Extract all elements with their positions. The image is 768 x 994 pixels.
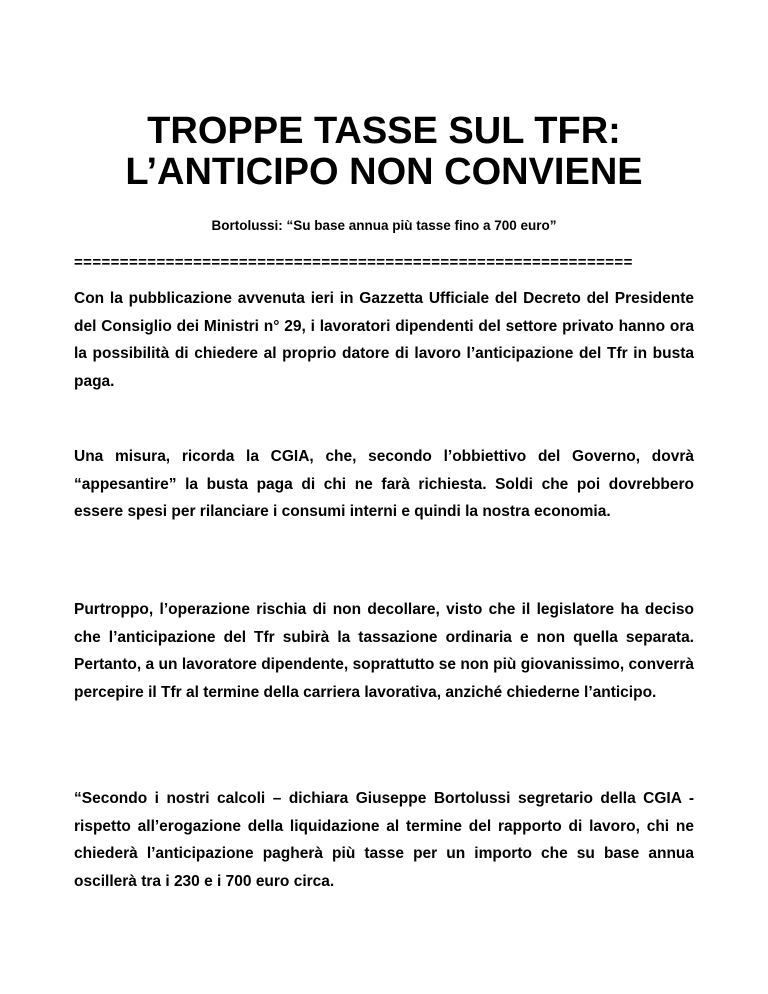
paragraph-1: Con la pubblicazione avvenuta ieri in Gazzetta Ufficiale del Decreto del Presidente del Consiglio dei Ministri n° 29, i lavoratori dipendenti del settore privato hanno ora la possibilità di chiedere al proprio datore di lavoro l’anticipazione del Tfr in busta paga. [74,290,694,390]
title-line-1: TROPPE TASSE SUL TFR: [147,110,621,152]
paragraph-2: Una misura, ricorda la CGIA, che, secondo l’obbiettivo del Governo, dovrà “appesantire” la busta paga di chi ne farà richiesta. Soldi che poi dovrebbero essere spesi per rilanciare i consumi interni e quindi la nostra economia. [74,448,694,520]
title-line-2: L’ANTICIPO NON CONVIENE [125,151,643,193]
paragraph-3: Purtroppo, l’operazione rischia di non decollare, visto che il legislatore ha deciso che l’anticipazione del Tfr subirà la tassazione ordinaria e non quella separata. Pertanto, a un lavoratore dipendente, soprattutto se non più giovanissimo, converrà percepire il Tfr al termine della carriera lavorativa, anziché chiederne l’anticipo. [74,601,694,701]
paragraph-4: “Secondo i nostri calcoli – dichiara Giuseppe Bortolussi segretario della CGIA - rispetto all’erogazione della liquidazione al termine del rapporto di lavoro, chi ne chiederà l’anticipazione pagherà più tasse per un importo che su base annua oscillerà tra i 230 e i 700 euro circa. [74,790,694,890]
subtitle: Bortolussi: “Su base annua più tasse fino a 700 euro” [211,218,557,233]
separator-line: ============================================================= [74,254,633,271]
